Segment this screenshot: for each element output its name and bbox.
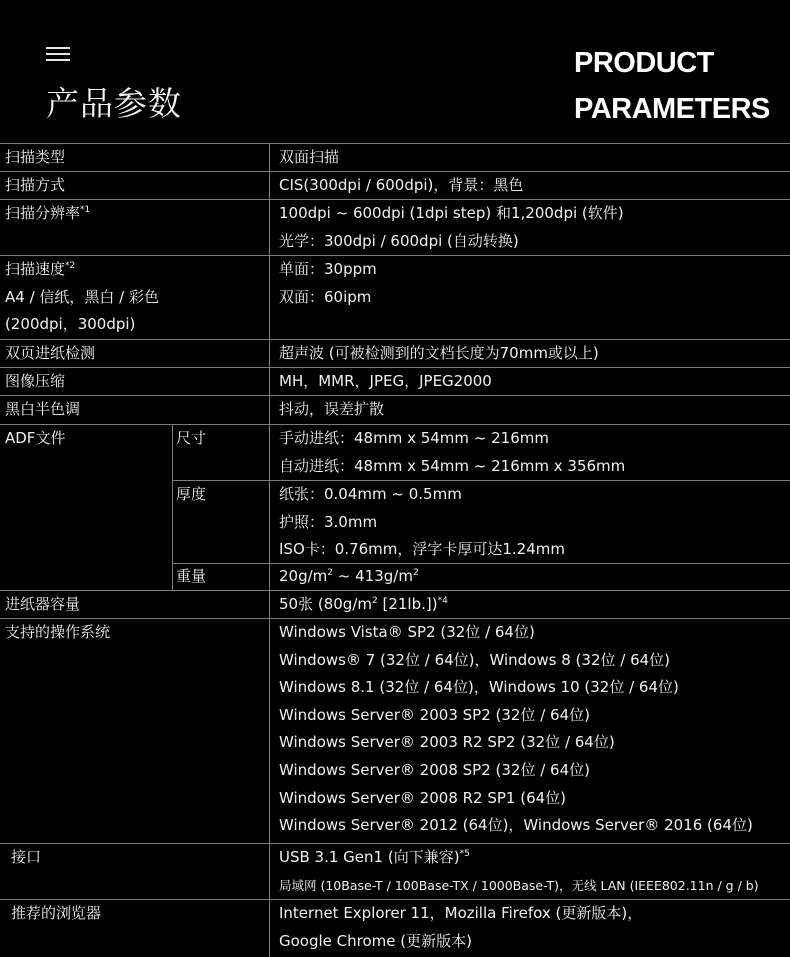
spec-table [0, 143, 790, 957]
spec-label: ADF文件 [5, 429, 66, 447]
spec-value: $20g/m^2$ ~ $413g/m^2$ [279, 567, 419, 585]
spec-label: 支持的操作系统 [5, 623, 111, 641]
spec-label: 扫描分辨率$^{*1}$ [5, 204, 91, 222]
spec-value-line: 100dpi ~ 600dpi (1dpi step) 和1,200dpi (软件) [279, 204, 624, 222]
spec-value-line: Windows® 7 (32位 / 64位)，Windows 8 (32位 / 64位) [279, 650, 671, 669]
page-title-english [574, 40, 770, 132]
title-en-line2: PARAMETERS [574, 93, 770, 125]
spec-value-line: 局域网 (10Base-T / 100Base-TX / 1000Base-T)，无线 LAN (IEEE802.11n / g / b) [279, 877, 759, 893]
spec-row-scan-method [0, 172, 790, 200]
spec-value [279, 481, 565, 564]
spec-value-line: 单面：30ppm [279, 260, 377, 278]
spec-value [279, 256, 377, 311]
spec-value-line: Windows 8.1 (32位 / 64位)，Windows 10 (32位 / 64位) [279, 678, 679, 697]
spec-value: 超声波 (可被检测到的文档长度为70mm或以上) [279, 344, 599, 362]
spec-row-scan-type [0, 144, 790, 172]
spec-label: 扫描类型 [5, 148, 66, 166]
spec-row-speed [0, 256, 790, 340]
spec-label-line: A4 / 信纸，黑白 / 彩色 [5, 287, 159, 306]
spec-value-line: Internet Explorer 11，Mozilla Firefox (更新版本)， [279, 904, 643, 922]
spec-value [279, 844, 759, 899]
spec-row-halftone [0, 396, 790, 425]
spec-value-line: 双面：60ipm [279, 287, 372, 306]
spec-value-line: 光学：300dpi / 600dpi (自动转换) [279, 231, 519, 250]
spec-value: 50张 ($80g/m^2$ [21lb.])$^{*4}$ [279, 595, 448, 613]
spec-value-line: Windows Vista® SP2 (32位 / 64位) [279, 623, 535, 641]
spec-sublabel-size: 尺寸 [176, 429, 207, 447]
hamburger-menu-icon[interactable] [46, 47, 70, 61]
spec-label: 图像压缩 [5, 372, 66, 390]
spec-value-line: 手动进纸：48mm x 54mm ~ 216mm [279, 429, 549, 447]
spec-value: CIS(300dpi / 600dpi)，背景：黑色 [279, 176, 524, 194]
spec-value-line: 纸张：0.04mm ~ 0.5mm [279, 485, 462, 503]
row-divider [172, 563, 790, 564]
spec-value: 双面扫描 [279, 148, 340, 166]
spec-label-line: (200dpi，300dpi) [5, 315, 136, 334]
spec-label: 进纸器容量 [5, 595, 81, 613]
spec-label: 扫描速度$^{*2}$ A4 / 信纸，黑白 / 彩色 (200dpi，300dpi) [5, 256, 159, 339]
spec-value [279, 619, 753, 840]
spec-value-line: Google Chrome (更新版本) [279, 931, 472, 950]
spec-value-line: Windows Server® 2003 SP2 (32位 / 64位) [279, 705, 590, 724]
spec-sublabel-weight: 重量 [176, 567, 207, 585]
spec-value [279, 425, 625, 480]
spec-row-browser [0, 900, 790, 957]
spec-label: 黑白半色调 [5, 400, 81, 418]
spec-row-os [0, 619, 790, 844]
spec-row-resolution [0, 200, 790, 256]
spec-label: 扫描方式 [5, 176, 66, 194]
spec-value: 抖动，误差扩散 [279, 400, 385, 418]
spec-value-line: Windows Server® 2008 R2 SP1 (64位) [279, 788, 567, 807]
spec-label: 双页进纸检测 [5, 344, 96, 362]
spec-value-line: Windows Server® 2008 SP2 (32位 / 64位) [279, 760, 590, 779]
spec-value-line: Windows Server® 2012 (64位)，Windows Server® 2016 (64位) [279, 816, 753, 835]
spec-value-line: Windows Server® 2003 R2 SP2 (32位 / 64位) [279, 733, 615, 752]
spec-row-capacity [0, 591, 790, 619]
spec-value-line: USB 3.1 Gen1 (向下兼容)$^{*5}$ [279, 848, 470, 866]
spec-row-interface [0, 844, 790, 900]
spec-value-line: 护照：3.0mm [279, 512, 378, 531]
spec-value-line: 自动进纸：48mm x 54mm ~ 216mm x 356mm [279, 456, 626, 475]
spec-row-double-feed [0, 340, 790, 368]
spec-label: 接口 [11, 848, 42, 866]
spec-label: 推荐的浏览器 [11, 904, 102, 922]
spec-row-adf [0, 425, 790, 591]
spec-sublabel-thickness: 厚度 [176, 485, 207, 503]
page-title: 产品参数 [46, 84, 182, 123]
spec-value-line: ISO卡：0.76mm，浮字卡厚可达1.24mm [279, 540, 565, 559]
title-en-line1: PRODUCT [574, 47, 714, 79]
spec-value [279, 200, 624, 255]
spec-value: MH，MMR，JPEG，JPEG2000 [279, 372, 492, 390]
spec-row-compression [0, 368, 790, 396]
spec-value [279, 900, 642, 955]
